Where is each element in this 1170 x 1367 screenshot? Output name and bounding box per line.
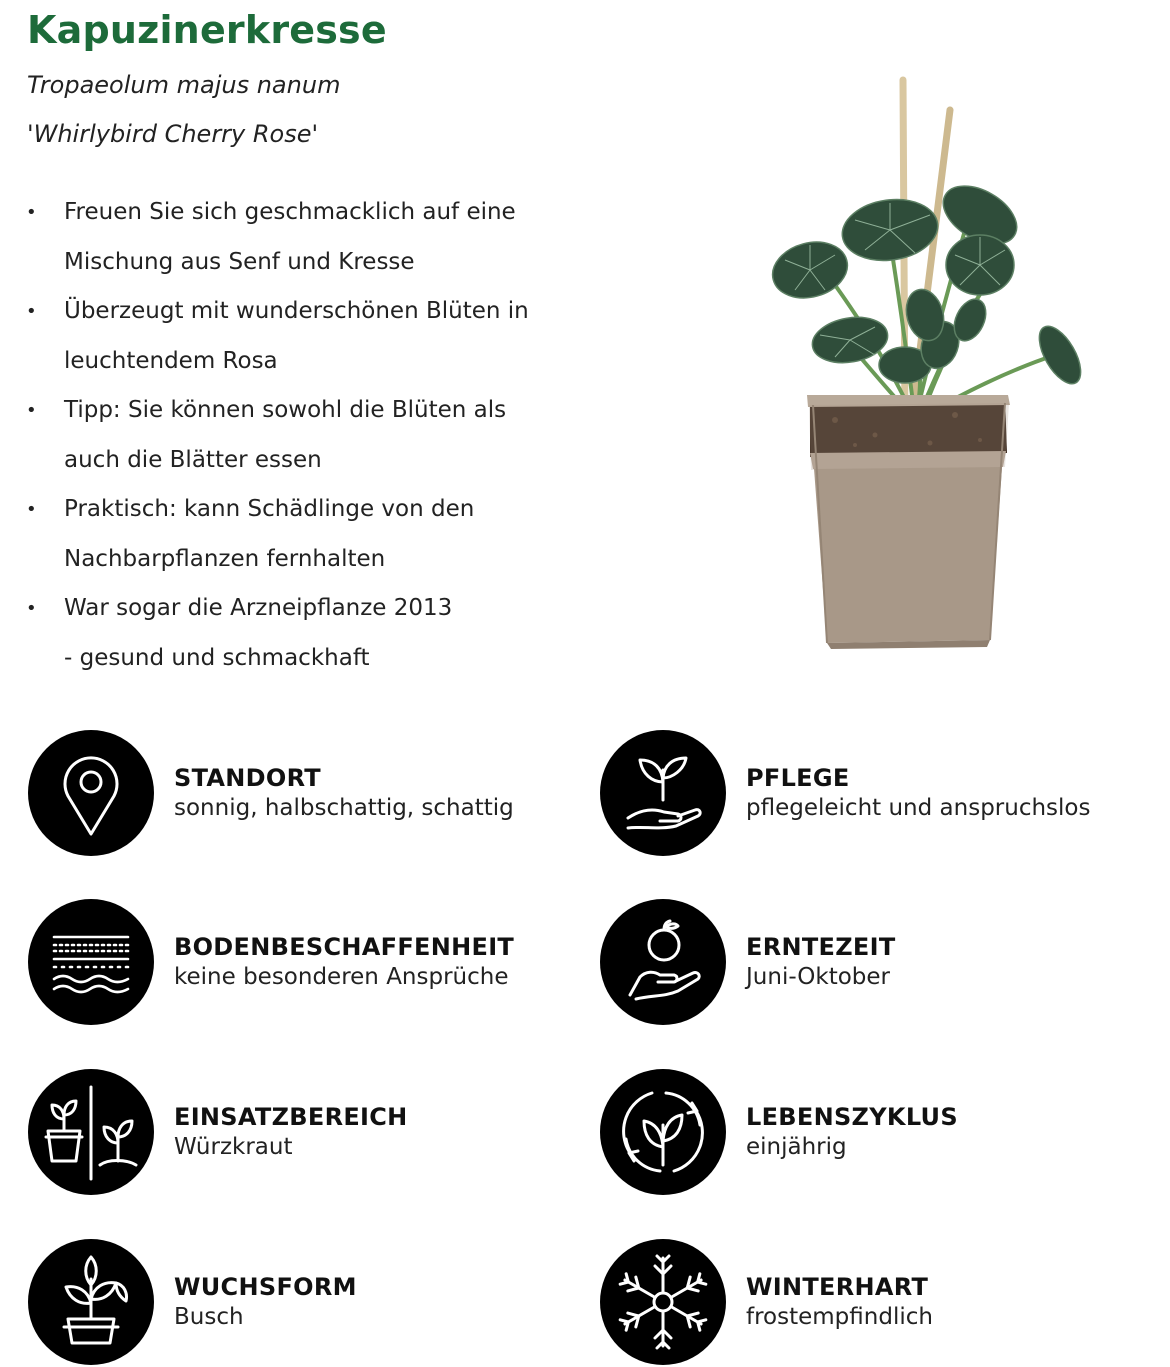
pot-and-ground-icon <box>28 1069 154 1195</box>
latin-name: Tropaeolum majus nanum <box>27 71 341 99</box>
bullet-item: • Überzeugt mit wunderschönen Blüten in leuchtendem Rosa <box>24 287 584 386</box>
feature-value: frostempfindlich <box>746 1304 933 1330</box>
cultivar-name: 'Whirlybird Cherry Rose' <box>27 120 319 148</box>
feature-winterhart <box>600 1237 933 1367</box>
feature-value: Juni-Oktober <box>746 964 890 990</box>
feature-value: Busch <box>174 1304 244 1330</box>
potted-bush-icon <box>28 1239 154 1365</box>
bullet-item: • Praktisch: kann Schädlinge von den Nachbarpflanzen fernhalten <box>24 485 584 584</box>
cycle-leaf-icon <box>600 1069 726 1195</box>
bullet-dot: • <box>26 301 37 322</box>
feature-value: keine besonderen Ansprüche <box>174 964 509 990</box>
feature-erntezeit <box>600 897 896 1027</box>
hand-sprout-icon <box>600 730 726 856</box>
location-pin-icon <box>28 730 154 856</box>
product-title: Kapuzinerkresse <box>27 8 387 52</box>
feature-value: Würzkraut <box>174 1134 293 1160</box>
bullet-dot: • <box>26 598 37 619</box>
feature-bullet-list <box>24 188 584 683</box>
feature-bodenbeschaffenheit <box>28 897 514 1027</box>
feature-value: einjährig <box>746 1134 847 1160</box>
feature-label: BODENBESCHAFFENHEIT <box>174 933 515 961</box>
bullet-item: • Freuen Sie sich geschmacklich auf eine Mischung aus Senf und Kresse <box>24 188 584 287</box>
feature-label: STANDORT <box>174 764 321 792</box>
bullet-item: • War sogar die Arzneipflanze 2013 - gesund und schmackhaft <box>24 584 584 683</box>
feature-label: EINSATZBEREICH <box>174 1103 408 1131</box>
feature-value: pflegeleicht und anspruchslos <box>746 795 1091 821</box>
feature-label: ERNTEZEIT <box>746 933 896 961</box>
bullet-dot: • <box>26 499 37 520</box>
feature-einsatzbereich <box>28 1067 408 1197</box>
feature-wuchsform <box>28 1237 357 1367</box>
hand-fruit-icon <box>600 899 726 1025</box>
feature-label: WUCHSFORM <box>174 1273 357 1301</box>
feature-standort <box>28 728 514 858</box>
snowflake-icon <box>600 1239 726 1365</box>
soil-layers-icon <box>28 899 154 1025</box>
feature-label: WINTERHART <box>746 1273 929 1301</box>
feature-pflege <box>600 728 1090 858</box>
product-image <box>765 75 1095 655</box>
bullet-item: • Tipp: Sie können sowohl die Blüten als auch die Blätter essen <box>24 386 584 485</box>
bullet-dot: • <box>26 400 37 421</box>
feature-label: LEBENSZYKLUS <box>746 1103 958 1131</box>
feature-label: PFLEGE <box>746 764 850 792</box>
feature-value: sonnig, halbschattig, schattig <box>174 795 514 821</box>
bullet-dot: • <box>26 202 37 223</box>
feature-lebenszyklus <box>600 1067 958 1197</box>
